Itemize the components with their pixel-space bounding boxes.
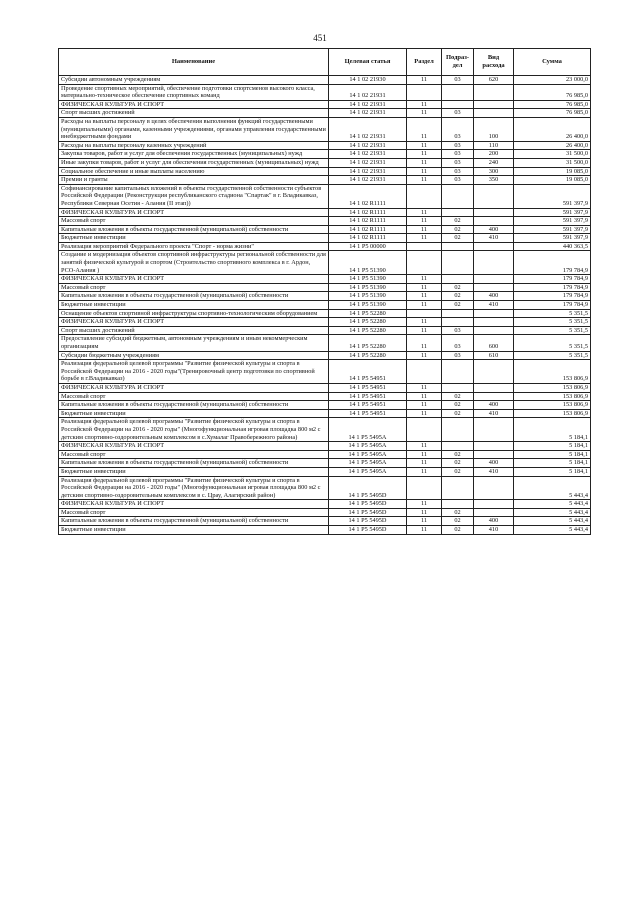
table-row	[59, 418, 591, 442]
cell-code: 14 1 P5 52280	[329, 335, 407, 351]
header-code: Целевая статья	[329, 49, 407, 76]
cell-sum: 153 806,9	[514, 392, 591, 401]
table-row	[59, 360, 591, 384]
table-row	[59, 150, 591, 159]
cell-code: 14 1 P5 5495A	[329, 459, 407, 468]
header-subsection: Подраз-дел	[442, 49, 474, 76]
table-row	[59, 351, 591, 360]
table-row	[59, 409, 591, 418]
cell-section	[407, 418, 442, 442]
cell-name: Массовый спорт	[59, 450, 329, 459]
cell-section: 11	[407, 383, 442, 392]
cell-subsection: 03	[442, 117, 474, 141]
cell-name: Бюджетные инвестиции	[59, 409, 329, 418]
cell-section: 11	[407, 117, 442, 141]
table-row	[59, 442, 591, 451]
cell-expense-type: 600	[474, 335, 514, 351]
cell-section: 11	[407, 409, 442, 418]
table-row	[59, 383, 591, 392]
cell-subsection: 02	[442, 517, 474, 526]
cell-section: 11	[407, 401, 442, 410]
cell-expense-type: 300	[474, 167, 514, 176]
cell-code: 14 1 02 21931	[329, 117, 407, 141]
cell-expense-type	[474, 383, 514, 392]
cell-subsection: 03	[442, 109, 474, 118]
cell-name: Субсидии автономным учреждениям	[59, 76, 329, 85]
table-row	[59, 117, 591, 141]
cell-expense-type: 110	[474, 141, 514, 150]
cell-name: Массовый спорт	[59, 217, 329, 226]
cell-expense-type	[474, 283, 514, 292]
cell-subsection	[442, 476, 474, 500]
cell-subsection: 03	[442, 167, 474, 176]
cell-expense-type	[474, 109, 514, 118]
cell-sum: 591 397,9	[514, 184, 591, 208]
cell-section: 11	[407, 100, 442, 109]
cell-code: 14 1 P5 52280	[329, 318, 407, 327]
cell-sum: 19 085,0	[514, 167, 591, 176]
table-row	[59, 283, 591, 292]
cell-sum: 5 351,5	[514, 351, 591, 360]
cell-section: 11	[407, 442, 442, 451]
cell-subsection: 02	[442, 459, 474, 468]
cell-code: 14 1 P5 5495D	[329, 500, 407, 509]
cell-expense-type: 410	[474, 409, 514, 418]
cell-subsection: 03	[442, 76, 474, 85]
cell-name: ФИЗИЧЕСКАЯ КУЛЬТУРА И СПОРТ	[59, 275, 329, 284]
cell-sum: 5 443,4	[514, 517, 591, 526]
table-row	[59, 526, 591, 535]
cell-name: Капитальные вложения в объекты государственной (муниципальной) собственности	[59, 517, 329, 526]
cell-expense-type: 410	[474, 234, 514, 243]
cell-sum: 26 400,0	[514, 141, 591, 150]
cell-section: 11	[407, 467, 442, 476]
cell-subsection: 02	[442, 526, 474, 535]
cell-code: 14 1 P5 5495A	[329, 442, 407, 451]
cell-sum: 5 351,5	[514, 335, 591, 351]
cell-code: 14 1 02 21931	[329, 100, 407, 109]
cell-subsection	[442, 84, 474, 100]
cell-sum: 5 443,4	[514, 508, 591, 517]
cell-code: 14 1 P5 54951	[329, 409, 407, 418]
cell-sum: 153 806,9	[514, 401, 591, 410]
table-row	[59, 301, 591, 310]
cell-sum: 179 784,9	[514, 292, 591, 301]
cell-sum: 591 397,9	[514, 234, 591, 243]
cell-code: 14 1 P5 51390	[329, 283, 407, 292]
cell-code: 14 1 P5 5495D	[329, 476, 407, 500]
cell-expense-type	[474, 392, 514, 401]
cell-sum: 179 784,9	[514, 251, 591, 275]
cell-name: Реализация федеральной целевой программы "Развитие физической культуры и спорта в Российской Федерации на 2016 - 2020 годы"(Тренировочный центр подготовки по спортивной борьбе в г.Владикавказ)	[59, 360, 329, 384]
cell-expense-type	[474, 326, 514, 335]
cell-expense-type	[474, 360, 514, 384]
cell-name: Реализация федеральной целевой программы "Развитие физической культуры и спорта в Российской Федерации на 2016 - 2020 годы" (Многофункциональная игровая площадка 800 м2 с детским спортивно-оздоровительным комплексом в с. Црау, Алагирский район)	[59, 476, 329, 500]
cell-expense-type: 100	[474, 117, 514, 141]
cell-section: 11	[407, 335, 442, 351]
cell-section: 11	[407, 326, 442, 335]
cell-code: 14 1 P5 51390	[329, 251, 407, 275]
cell-name: Капитальные вложения в объекты государственной (муниципальной) собственности	[59, 401, 329, 410]
cell-section	[407, 309, 442, 318]
cell-subsection: 02	[442, 450, 474, 459]
cell-expense-type: 200	[474, 150, 514, 159]
table-row	[59, 335, 591, 351]
table-row	[59, 176, 591, 185]
cell-name: Бюджетные инвестиции	[59, 234, 329, 243]
cell-name: Капитальные вложения в объекты государственной (муниципальной) собственности	[59, 459, 329, 468]
cell-code: 14 1 P5 5495A	[329, 450, 407, 459]
cell-sum: 5 184,1	[514, 459, 591, 468]
table-row	[59, 208, 591, 217]
cell-name: Спорт высших достижений	[59, 109, 329, 118]
cell-code: 14 1 P5 54951	[329, 383, 407, 392]
cell-name: Расходы на выплаты персоналу в целях обеспечения выполнения функций государственными (муниципальными) органами, казенными учреждениями, органами управления государственными внебюджетными фондами	[59, 117, 329, 141]
table-row	[59, 234, 591, 243]
table-row	[59, 167, 591, 176]
cell-subsection: 03	[442, 158, 474, 167]
cell-code: 14 1 P5 52280	[329, 309, 407, 318]
cell-subsection	[442, 360, 474, 384]
cell-section	[407, 360, 442, 384]
cell-code: 14 1 02 R1111	[329, 217, 407, 226]
cell-section	[407, 84, 442, 100]
header-section: Раздел	[407, 49, 442, 76]
cell-sum: 5 184,1	[514, 450, 591, 459]
cell-name: ФИЗИЧЕСКАЯ КУЛЬТУРА И СПОРТ	[59, 100, 329, 109]
cell-expense-type: 240	[474, 158, 514, 167]
cell-code: 14 1 02 R1111	[329, 208, 407, 217]
cell-subsection	[442, 275, 474, 284]
cell-section: 11	[407, 234, 442, 243]
cell-name: Премии и гранты	[59, 176, 329, 185]
cell-name: Массовый спорт	[59, 283, 329, 292]
cell-sum: 5 351,5	[514, 326, 591, 335]
cell-subsection: 02	[442, 234, 474, 243]
header-name: Наименование	[59, 49, 329, 76]
cell-subsection	[442, 100, 474, 109]
table-row	[59, 158, 591, 167]
cell-sum: 19 085,0	[514, 176, 591, 185]
cell-sum: 5 351,5	[514, 309, 591, 318]
cell-expense-type: 410	[474, 301, 514, 310]
cell-subsection	[442, 309, 474, 318]
cell-subsection: 02	[442, 401, 474, 410]
table-row	[59, 508, 591, 517]
cell-sum: 591 397,9	[514, 225, 591, 234]
cell-section: 11	[407, 517, 442, 526]
table-row	[59, 459, 591, 468]
cell-section: 11	[407, 500, 442, 509]
cell-section: 11	[407, 508, 442, 517]
header-row	[59, 49, 591, 76]
cell-subsection: 03	[442, 150, 474, 159]
cell-sum: 26 400,0	[514, 117, 591, 141]
table-row	[59, 275, 591, 284]
cell-expense-type	[474, 251, 514, 275]
cell-name: ФИЗИЧЕСКАЯ КУЛЬТУРА И СПОРТ	[59, 383, 329, 392]
cell-subsection: 03	[442, 141, 474, 150]
cell-subsection	[442, 208, 474, 217]
cell-name: Капитальные вложения в объекты государственной (муниципальной) собственности	[59, 225, 329, 234]
cell-subsection: 02	[442, 409, 474, 418]
cell-name: Бюджетные инвестиции	[59, 526, 329, 535]
table-row	[59, 392, 591, 401]
cell-section	[407, 251, 442, 275]
cell-name: Реализация федеральной целевой программы "Развитие физической культуры и спорта в Российской Федерации на 2016 - 2020 годы" (Многофункциональная игровая площадка 800 м2 с детским спортивно-оздоровительным комплексом в с.Хумалаг Правобережного района)	[59, 418, 329, 442]
table-row	[59, 450, 591, 459]
cell-expense-type: 410	[474, 526, 514, 535]
table-row	[59, 467, 591, 476]
table-row	[59, 100, 591, 109]
cell-section: 11	[407, 150, 442, 159]
cell-section: 11	[407, 283, 442, 292]
cell-subsection	[442, 500, 474, 509]
cell-sum: 76 985,0	[514, 109, 591, 118]
cell-section: 11	[407, 318, 442, 327]
cell-expense-type	[474, 442, 514, 451]
cell-section: 11	[407, 292, 442, 301]
cell-name: Оснащение объектов спортивной инфраструктуры спортивно-технологическим оборудованием	[59, 309, 329, 318]
table-row	[59, 251, 591, 275]
cell-expense-type: 350	[474, 176, 514, 185]
cell-subsection: 03	[442, 351, 474, 360]
cell-subsection: 02	[442, 283, 474, 292]
cell-code: 14 1 02 21931	[329, 141, 407, 150]
cell-code: 14 1 P5 54951	[329, 392, 407, 401]
cell-code: 14 1 P5 52280	[329, 326, 407, 335]
cell-expense-type	[474, 275, 514, 284]
cell-name: Закупка товаров, работ и услуг для обеспечения государственных (муниципальных) нужд	[59, 150, 329, 159]
cell-sum: 5 351,5	[514, 318, 591, 327]
cell-code: 14 1 02 21931	[329, 158, 407, 167]
cell-code: 14 1 02 21931	[329, 176, 407, 185]
cell-expense-type	[474, 309, 514, 318]
cell-sum: 440 363,5	[514, 242, 591, 251]
cell-sum: 153 806,9	[514, 360, 591, 384]
cell-sum: 153 806,9	[514, 409, 591, 418]
cell-subsection: 02	[442, 292, 474, 301]
cell-code: 14 1 P5 54951	[329, 360, 407, 384]
cell-section: 11	[407, 351, 442, 360]
cell-section: 11	[407, 141, 442, 150]
cell-section: 11	[407, 392, 442, 401]
table-row	[59, 84, 591, 100]
cell-section: 11	[407, 450, 442, 459]
cell-subsection: 02	[442, 301, 474, 310]
cell-subsection	[442, 251, 474, 275]
cell-section: 11	[407, 225, 442, 234]
cell-expense-type: 410	[474, 467, 514, 476]
cell-name: Бюджетные инвестиции	[59, 467, 329, 476]
cell-sum: 153 806,9	[514, 383, 591, 392]
cell-sum: 5 443,4	[514, 500, 591, 509]
cell-name: Массовый спорт	[59, 392, 329, 401]
table-row	[59, 184, 591, 208]
cell-expense-type	[474, 418, 514, 442]
cell-sum: 591 397,9	[514, 208, 591, 217]
cell-section: 11	[407, 176, 442, 185]
cell-expense-type	[474, 508, 514, 517]
cell-sum: 76 985,0	[514, 100, 591, 109]
cell-code: 14 1 P5 5495D	[329, 517, 407, 526]
cell-sum: 179 784,9	[514, 275, 591, 284]
cell-subsection: 03	[442, 176, 474, 185]
cell-section: 11	[407, 76, 442, 85]
cell-code: 14 1 P5 51390	[329, 292, 407, 301]
table-row	[59, 476, 591, 500]
cell-sum: 5 443,4	[514, 476, 591, 500]
cell-code: 14 1 02 R1111	[329, 184, 407, 208]
cell-name: Реализация мероприятий Федерального проекта "Спорт - норма жизни"	[59, 242, 329, 251]
cell-section: 11	[407, 275, 442, 284]
cell-code: 14 1 P5 5495D	[329, 526, 407, 535]
cell-code: 14 1 P5 52280	[329, 351, 407, 360]
cell-section	[407, 476, 442, 500]
cell-section: 11	[407, 459, 442, 468]
cell-name: Предоставление субсидий бюджетным, автономным учреждениям и иным некоммерческим организациям	[59, 335, 329, 351]
cell-subsection: 02	[442, 508, 474, 517]
cell-subsection	[442, 418, 474, 442]
cell-section: 11	[407, 217, 442, 226]
table-row	[59, 318, 591, 327]
cell-subsection: 03	[442, 335, 474, 351]
cell-expense-type: 400	[474, 401, 514, 410]
cell-section	[407, 184, 442, 208]
header-sum: Сумма	[514, 49, 591, 76]
cell-code: 14 1 P5 5495A	[329, 418, 407, 442]
cell-code: 14 1 P5 51390	[329, 275, 407, 284]
cell-code: 14 1 02 21931	[329, 167, 407, 176]
cell-code: 14 1 P5 00000	[329, 242, 407, 251]
cell-code: 14 1 P5 5495D	[329, 508, 407, 517]
cell-expense-type: 400	[474, 225, 514, 234]
cell-name: Капитальные вложения в объекты государственной (муниципальной) собственности	[59, 292, 329, 301]
cell-name: Расходы на выплаты персоналу казенных учреждений	[59, 141, 329, 150]
table-row	[59, 141, 591, 150]
cell-expense-type	[474, 84, 514, 100]
cell-subsection: 02	[442, 217, 474, 226]
cell-name: Создание и модернизация объектов спортивной инфраструктуры региональной собственности для занятий физической культурой и спортом (Строительство спортивного комплекса в г. Ардон, РСО-Алания )	[59, 251, 329, 275]
table-row	[59, 326, 591, 335]
cell-expense-type	[474, 476, 514, 500]
cell-sum: 23 000,0	[514, 76, 591, 85]
cell-section: 11	[407, 167, 442, 176]
cell-code: 14 1 02 21930	[329, 76, 407, 85]
cell-name: Массовый спорт	[59, 508, 329, 517]
cell-name: ФИЗИЧЕСКАЯ КУЛЬТУРА И СПОРТ	[59, 442, 329, 451]
cell-code: 14 1 P5 54951	[329, 401, 407, 410]
cell-code: 14 1 02 21931	[329, 150, 407, 159]
cell-name: ФИЗИЧЕСКАЯ КУЛЬТУРА И СПОРТ	[59, 500, 329, 509]
table-row	[59, 109, 591, 118]
cell-expense-type	[474, 318, 514, 327]
cell-sum: 5 184,1	[514, 442, 591, 451]
table-row	[59, 309, 591, 318]
budget-table	[58, 48, 591, 535]
table-row	[59, 292, 591, 301]
header-expense-type: Вид расхода	[474, 49, 514, 76]
cell-subsection	[442, 383, 474, 392]
cell-code: 14 1 P5 5495A	[329, 467, 407, 476]
cell-code: 14 1 02 21931	[329, 109, 407, 118]
cell-section: 11	[407, 526, 442, 535]
cell-name: ФИЗИЧЕСКАЯ КУЛЬТУРА И СПОРТ	[59, 318, 329, 327]
cell-expense-type	[474, 100, 514, 109]
cell-subsection: 03	[442, 326, 474, 335]
cell-code: 14 1 02 21931	[329, 84, 407, 100]
cell-subsection: 02	[442, 225, 474, 234]
cell-subsection	[442, 442, 474, 451]
cell-expense-type: 610	[474, 351, 514, 360]
cell-sum: 76 985,0	[514, 84, 591, 100]
cell-expense-type	[474, 208, 514, 217]
cell-expense-type	[474, 217, 514, 226]
cell-sum: 179 784,9	[514, 301, 591, 310]
cell-sum: 179 784,9	[514, 283, 591, 292]
table-row	[59, 242, 591, 251]
table-row	[59, 217, 591, 226]
cell-sum: 5 184,1	[514, 467, 591, 476]
cell-expense-type	[474, 242, 514, 251]
cell-sum: 5 184,1	[514, 418, 591, 442]
cell-expense-type	[474, 184, 514, 208]
table-row	[59, 517, 591, 526]
cell-sum: 31 500,0	[514, 158, 591, 167]
cell-name: Социальное обеспечение и иные выплаты населению	[59, 167, 329, 176]
cell-subsection	[442, 242, 474, 251]
cell-subsection: 02	[442, 467, 474, 476]
cell-section	[407, 242, 442, 251]
cell-expense-type: 400	[474, 292, 514, 301]
cell-expense-type	[474, 500, 514, 509]
table-row	[59, 500, 591, 509]
cell-name: Субсидии бюджетным учреждениям	[59, 351, 329, 360]
table-row	[59, 401, 591, 410]
cell-expense-type: 400	[474, 459, 514, 468]
cell-subsection	[442, 318, 474, 327]
cell-expense-type: 620	[474, 76, 514, 85]
cell-subsection	[442, 184, 474, 208]
cell-name: Бюджетные инвестиции	[59, 301, 329, 310]
cell-section: 11	[407, 109, 442, 118]
page-number: 451	[313, 33, 327, 43]
cell-name: ФИЗИЧЕСКАЯ КУЛЬТУРА И СПОРТ	[59, 208, 329, 217]
cell-name: Софинансирование капитальных вложений в объекты государственной собственности субъектов Российской Федерации (Реконструкция республиканского стадиона "Спартак" в г. Владикавказ, Республики Северная Осетия - Алания (II этап))	[59, 184, 329, 208]
cell-expense-type	[474, 450, 514, 459]
cell-sum: 31 500,0	[514, 150, 591, 159]
cell-subsection: 02	[442, 392, 474, 401]
table-row	[59, 76, 591, 85]
cell-name: Спорт высших достижений	[59, 326, 329, 335]
cell-section: 11	[407, 301, 442, 310]
table-row	[59, 225, 591, 234]
cell-name: Иные закупки товаров, работ и услуг для обеспечения государственных (муниципальных) нужд	[59, 158, 329, 167]
cell-sum: 5 443,4	[514, 526, 591, 535]
cell-code: 14 1 P5 51390	[329, 301, 407, 310]
cell-sum: 591 397,9	[514, 217, 591, 226]
cell-code: 14 1 02 R1111	[329, 234, 407, 243]
cell-expense-type: 400	[474, 517, 514, 526]
cell-name: Проведение спортивных мероприятий, обеспечение подготовки спортсменов высокого класса, материально-техническое обеспечение спортивных команд	[59, 84, 329, 100]
cell-section: 11	[407, 158, 442, 167]
cell-section: 11	[407, 208, 442, 217]
cell-code: 14 1 02 R1111	[329, 225, 407, 234]
